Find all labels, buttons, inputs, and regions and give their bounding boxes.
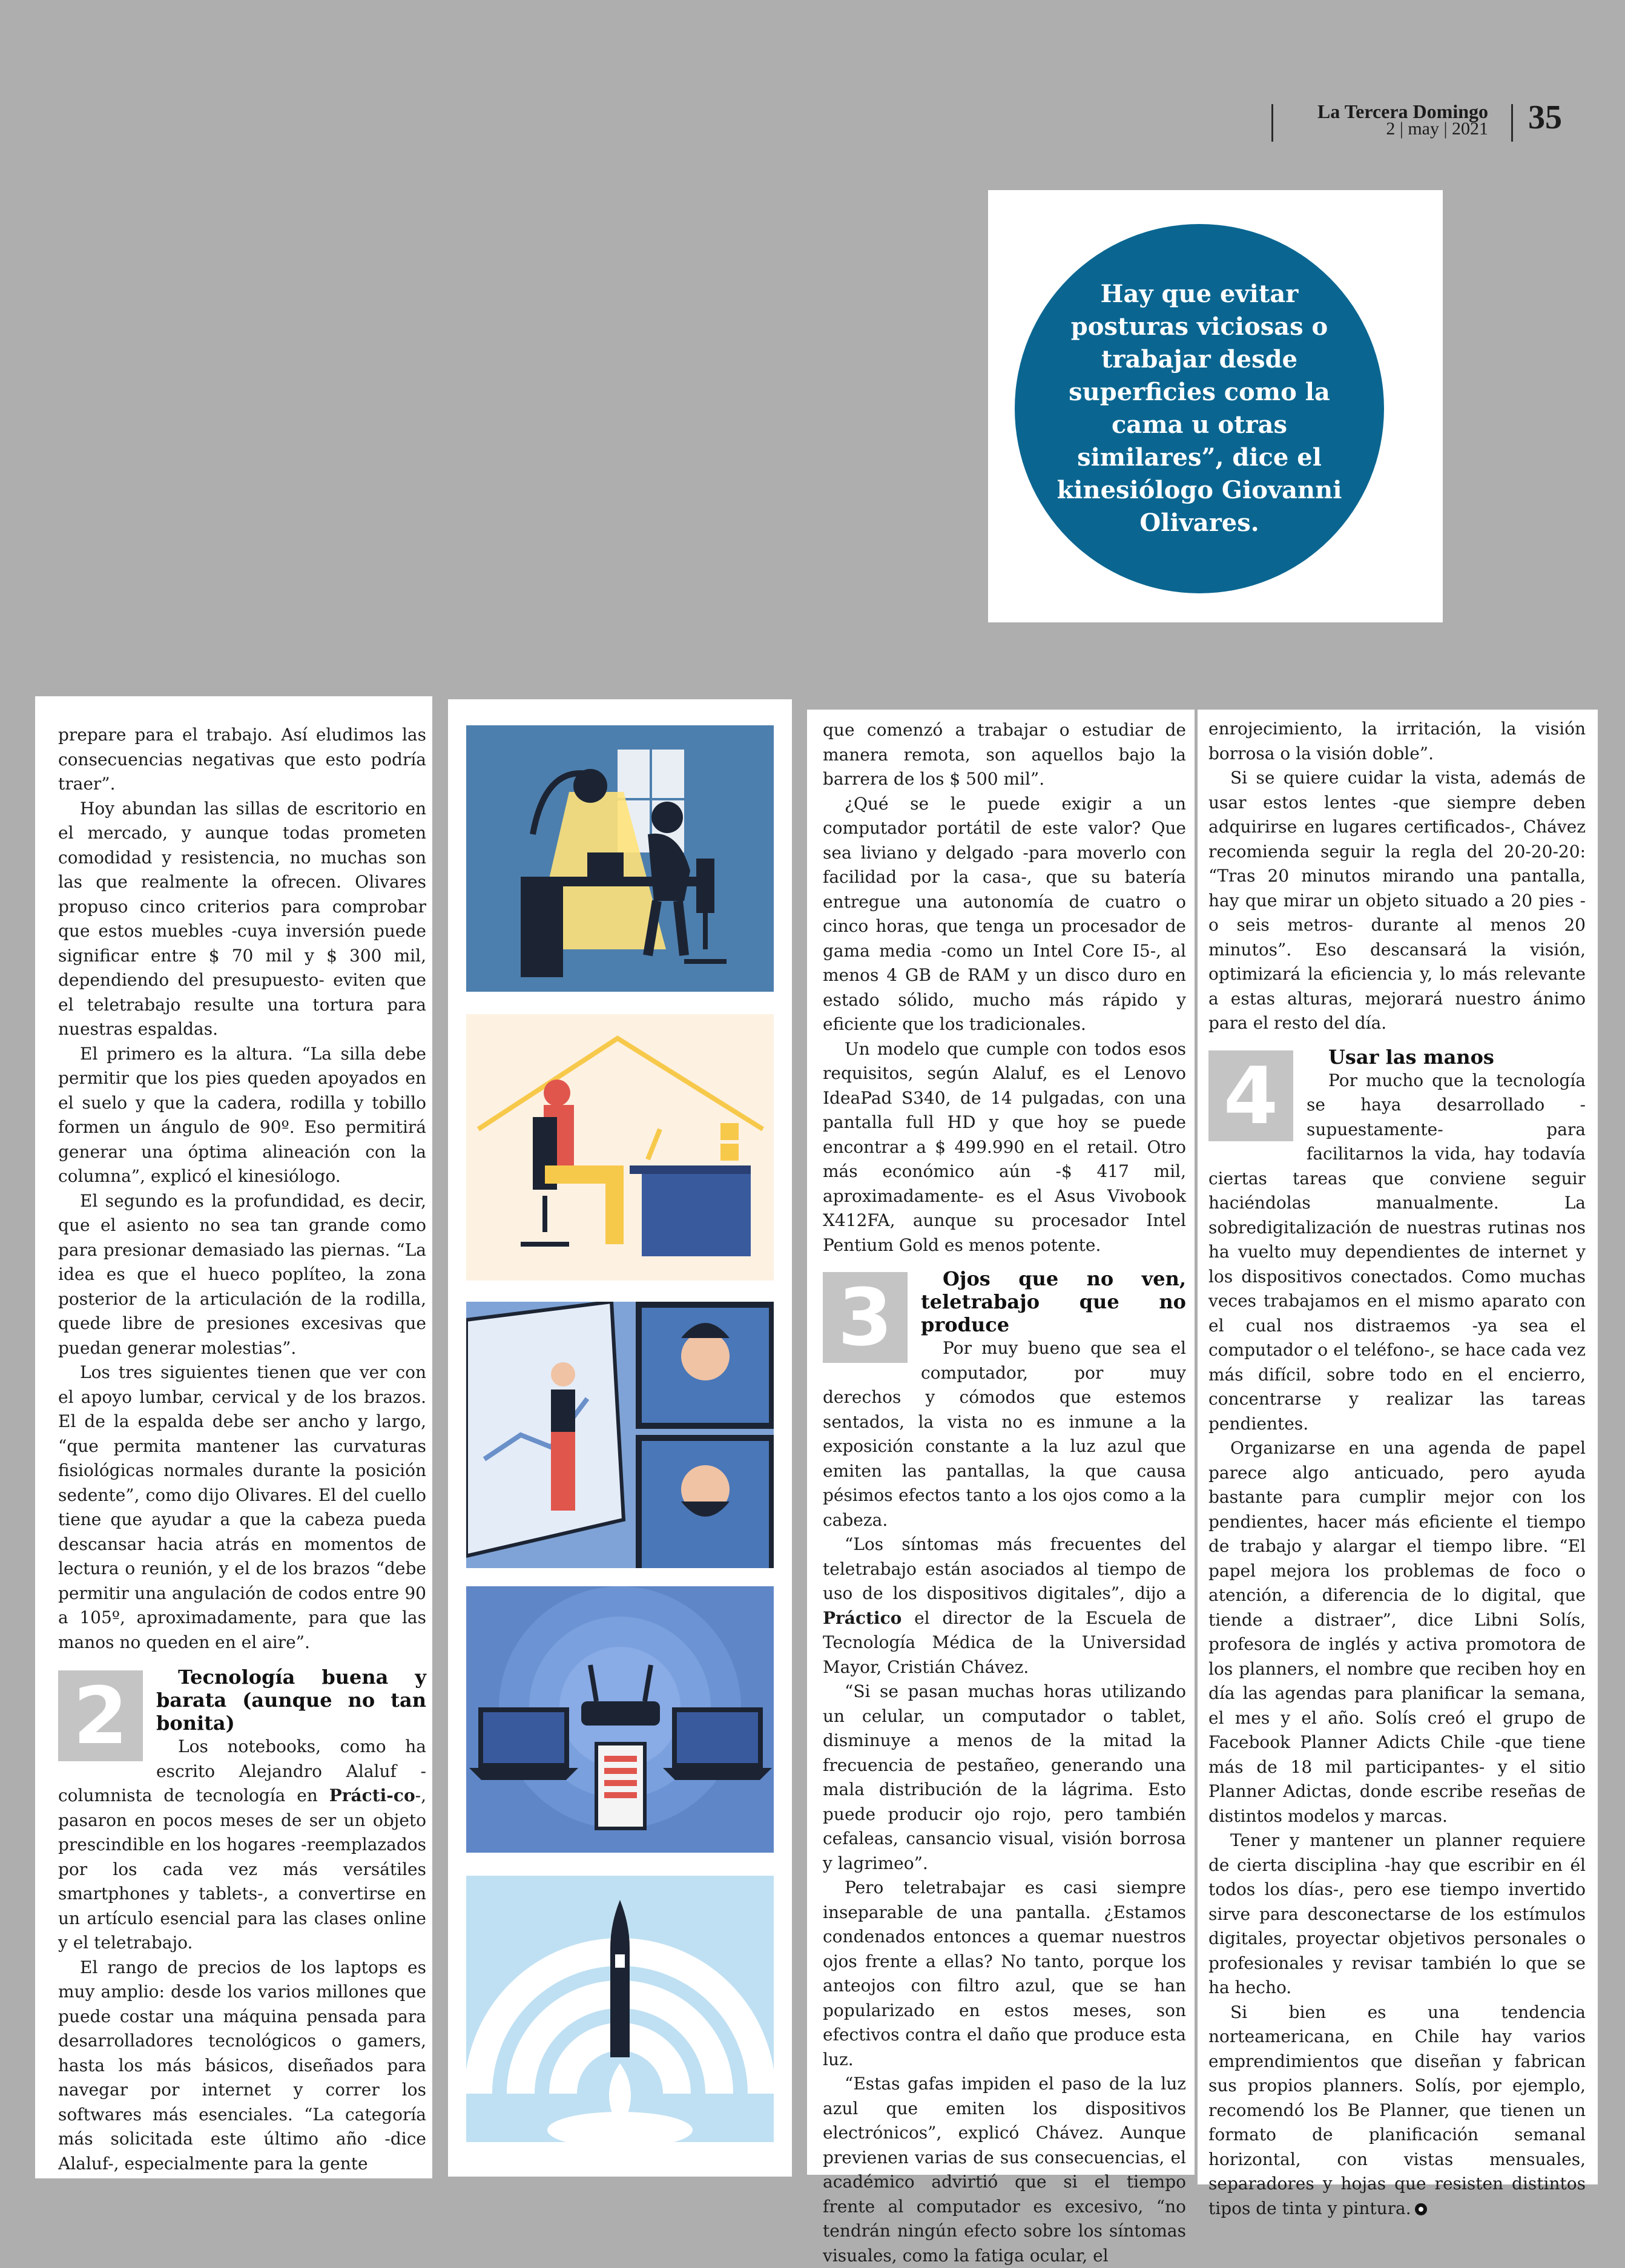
pull-quote-text: Hay que evitar posturas viciosas o trabajar desde superficies como la cama u otras similares”, dice el kinesiólogo Giovanni Olivares. [1056, 280, 1342, 537]
end-of-article-icon [1415, 2203, 1427, 2215]
paragraph: que comenzó a trabajar o estudiar de manera remota, son aquellos bajo la barrera de los $ 500 mil”. [823, 720, 1186, 789]
paragraph: enrojecimiento, la irritación, la visión borrosa o la visión doble”. [1208, 719, 1586, 763]
text: Si bien es una tendencia norteamericana, en Chile hay varios emprendimientos que diseñan y fabrican sus propios planners. Solís, por ejemplo, recomendó los Be Planner, que tienen un formato de planificación semanal horizontal, con vistas mensuales, separadores y hojas que resisten distintos tipos de tinta y pintura. [1208, 2002, 1586, 2218]
section-number-4: 4 [1208, 1050, 1293, 1141]
section-4-intro: Por mucho que la tecnología se haya desarrollado -supuestamente- para facilitarnos la vida, hay todavía ciertas tareas que conviene seguir haciéndolas manualmente. La sobredigitalización de nuestras rutinas nos ha vuelto muy dependientes de internet y los dispositivos conectados. Como muchas veces trabajamos en el mismo aparato con el cual nos distraemos -ya sea el computador o el teléfono-, se hace cada vez más difícil, sobre todo en el encierro, concentrarse y realizar las tareas pendientes. [1208, 1070, 1586, 1434]
section-number-2: 2 [58, 1670, 143, 1761]
paragraph: Tener y mantener un planner requiere de cierta disciplina -hay que escribir en él todos los días-, pero ese tiempo invertido sirve para desconectarse de los estímulos digitales, proyectar objetivos personales o profesionales y revisar también lo que se ha hecho. [1208, 1830, 1586, 1997]
paragraph: prepare para el trabajo. Así eludimos las consecuencias negativas que esto podría traer”. [58, 725, 426, 794]
section-2-intro [58, 1735, 426, 1956]
brand-name: Práctico [823, 1607, 902, 1628]
pull-quote-box [988, 190, 1443, 622]
intro-text: Los notebooks, como ha escrito Alejandro Alaluf -columnista de tecnología en [58, 1736, 426, 1805]
section-3-intro: Por muy bueno que sea el computador, por muy derechos y cómodos que estemos sentados, la vista no es inmune a la exposición constante a la luz azul que emiten las pantallas, la que causa pésimos efectos tanto a los ojos como a la cabeza. [823, 1338, 1186, 1530]
intro-text-end: -, pasaron en pocos meses de ser un objeto prescindible en los hogares -reemplazados por los cada vez más versátiles smartphones y tablets-, a convertirse en un artículo esencial para las clases online y el teletrabajo. [58, 1785, 426, 1953]
section-number-3: 3 [823, 1272, 908, 1363]
publication-name: La Tercera Domingo [1317, 101, 1488, 122]
illustration-home-office [466, 1014, 774, 1281]
section-4 [1208, 1046, 1586, 1437]
section-2 [58, 1666, 426, 1956]
text: “Los síntomas más frecuentes del teletrabajo están asociados al tiempo de uso de los dispositivos digitales”, dijo a [823, 1534, 1186, 1603]
article-column-4 [1198, 710, 1598, 2218]
paragraph: ¿Qué se le puede exigir a un computador portátil de este valor? Que sea liviano y delgado -para moverlo con facilidad por la casa-, que su batería entregue una autonomía de cuatro o cinco horas, que tenga un procesador de gama media -como un Intel Core I5-, al menos 4 GB de RAM y un disco duro en estado sólido, mucho más rápido y eficiente que los tradicionales. [823, 793, 1186, 1034]
paragraph: Organizarse en una agenda de papel parece algo anticuado, pero ayuda bastante para cumplir mejor con los pendientes, hacer más eficiente el tiempo de trabajo y alargar el tiempo libre. “El papel mejora los problemas de foco o atención, a diferencia de lo digital, que tiende a distraer”, dice Libni Solís, profesora de inglés y activa promotora de los planners, el nombre que reciben hoy en día las agendas para planificar la semana, el mes y el año. Solís creó el grupo de Facebook Planner Adicts Chile -que tiene más de 18 mil participantes- y el sitio Planner Adictas, donde escribe reseñas de distintos modelos y marcas. [1208, 1438, 1586, 1826]
illustration-night-desk [466, 725, 774, 992]
paragraph: Un modelo que cumple con todos esos requisitos, según Alaluf, es el Lenovo IdeaPad S340, de 14 pulgadas, con una pantalla full HD y que hoy se puede encontrar a $ 499.990 en el retail. Otro más económico aún -$ 417 mil, aproximadamente- es el Asus Vivobook X412FA, aunque su procesador Intel Pentium Gold es menos potente. [823, 1038, 1186, 1255]
paragraph [823, 1532, 1186, 1680]
section-3-title: Ojos que no ven, teletrabajo que no produce [921, 1267, 1186, 1336]
paragraph [1208, 2000, 1586, 2221]
masthead-left-rule [1271, 104, 1273, 142]
brand-name: Prácti-co [329, 1785, 415, 1805]
article-column-3 [807, 710, 1195, 2266]
section-3 [823, 1267, 1186, 1532]
illustration-router-devices [466, 1586, 774, 1853]
pull-quote-circle [1015, 224, 1384, 593]
issue-date: 2 | may | 2021 [1386, 119, 1488, 139]
paragraph: El primero es la altura. “La silla debe permitir que los pies queden apoyados en el suelo y que la cadera, rodilla y tobillo formen un ángulo de 90º. Eso permitirá generar una óptima alineación con la columna”, explicó el kinesiólogo. [58, 1043, 426, 1186]
paragraph: Los tres siguientes tienen que ver con el apoyo lumbar, cervical y de los brazos. El de la espalda debe ser ancho y largo, “que permita mantener las curvaturas fisiológicas normales durante la posición sedente”, como dijo Olivares. El del cuello tiene que ayudar a que la cabeza pueda descansar hacia atrás en momentos de lectura o reunión, y el de los brazos “debe permitir una angulación de codos entre 90 a 105º, aproximadamente, para que las manos no queden en el aire”. [58, 1362, 426, 1652]
paragraph: Pero teletrabajar es casi siempre inseparable de una pantalla. ¿Estamos condenados entonces a quemar nuestros ojos frente a ellas? No tanto, porque los anteojos con filtro azul, que se han popularizado en estos meses, son efectivos contra el daño que produce esta luz. [823, 1877, 1186, 2069]
illustration-rocket-wifi [466, 1876, 774, 2142]
paragraph: El segundo es la profundidad, es decir, que el asiento no sea tan grande como para presionar demasiado las piernas. “La idea es que el hueco poplíteo, la zona posterior de la articulación de la rodilla, quede libre de presiones excesivas que puedan generar molestias”. [58, 1190, 426, 1358]
paragraph: Si se quiere cuidar la vista, además de usar estos lentes -que siempre deben adquirirse en lugares certificados-, Chávez recomienda seguir la regla del 20-20-20: “Tras 20 minutos mirando una pantalla, hay que mirar un objeto situado a 20 pies -o seis metros- durante al menos 20 minutos”. Eso descansará la visión, optimizará la eficiencia y, lo más relevante a estas alturas, mejorará nuestro ánimo para el resto del día. [1208, 768, 1586, 1033]
column-4-text [1208, 717, 1586, 2221]
paragraph: Hoy abundan las sillas de escritorio en el mercado, y aunque todas prometen comodidad y resistencia, no muchas son las que realmente la ofrecen. Olivares propuso cinco criterios para comprobar que estos muebles -cuya inversión puede significar entre $ 70 mil y $ 300 mil, dependiendo del presupuesto- eviten que el teletrabajo resulte una tortura para nuestras espaldas. [58, 798, 426, 1039]
page-number: 35 [1528, 99, 1562, 136]
paragraph: El rango de precios de los laptops es muy amplio: desde los varios millones que puede costar una máquina pensada para desarrolladores tecnológicos o gamers, hasta los más básicos, diseñados para navegar por internet y correr los softwares más esenciales. “La categoría más solicitada este último año -dice Alaluf-, especialmente para la gente [58, 1957, 426, 2174]
paragraph: “Estas gafas impiden el paso de la luz azul que emiten los dispositivos electrónicos”, explicó Chávez. Aunque previenen varias de sus consecuencias, el académico advirtió que si el tiempo frente al computador es excesivo, “no tendrán ningún efecto sobre los síntomas visuales, como la fatiga ocular, el [823, 2074, 1186, 2266]
column-3-text [823, 718, 1186, 2268]
section-4-title: Usar las manos [1328, 1045, 1494, 1069]
text: el director de la Escuela de Tecnología Médica de la Universidad Mayor, Cristián Chávez. [823, 1607, 1186, 1677]
article-column-1 [35, 696, 432, 2178]
illustration-video-call [466, 1302, 774, 1568]
masthead-right-rule [1511, 104, 1513, 142]
section-2-title: Tecnología buena y barata (aunque no tan bonita) [156, 1666, 426, 1735]
column-1-text [58, 723, 426, 2176]
paragraph: “Si se pasan muchas horas utilizando un celular, un computador o tablet, disminuye a menos de la mitad la frecuencia de pestañeo, generando una mala distribución de la lágrima. Esto puede producir ojo rojo, pero también cefaleas, cansancio visual, visión borrosa y lagrimeo”. [823, 1681, 1186, 1873]
